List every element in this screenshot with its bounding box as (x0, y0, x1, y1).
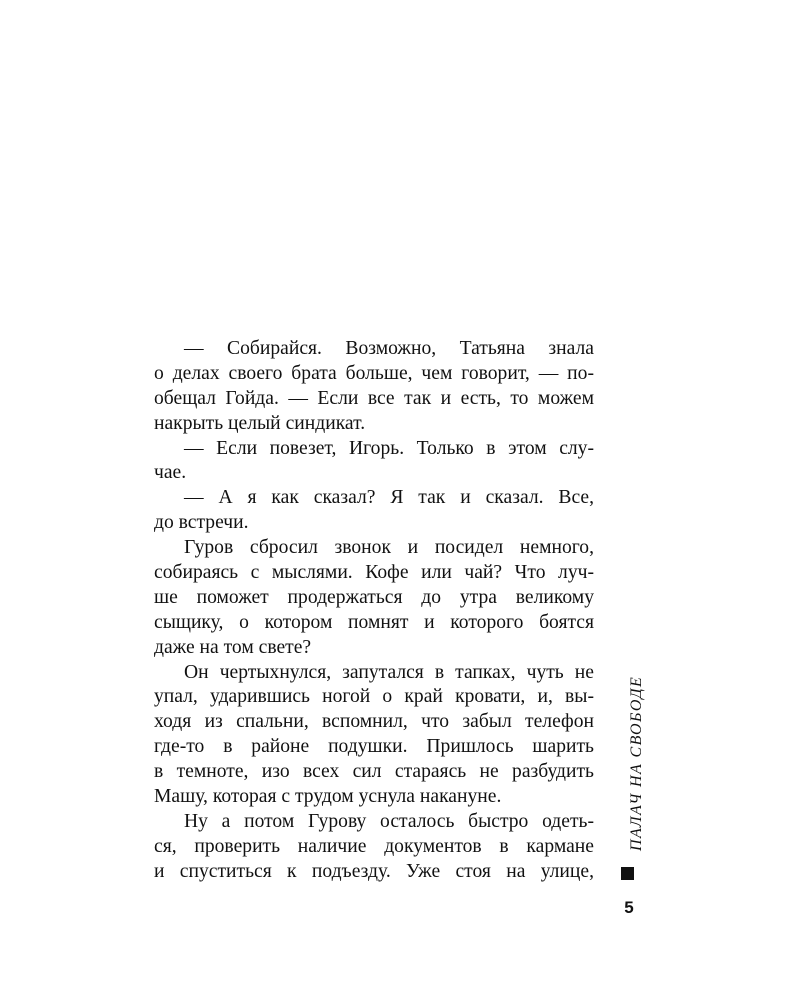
text-line: Ну а потом Гурову осталось быстро одеть- (184, 810, 594, 832)
text-line: о делах своего брата больше, чем говорит, — по- (154, 362, 594, 384)
text-line: чае. (154, 462, 187, 484)
text-line: Машу, которая с трудом уснула накануне. (154, 786, 502, 808)
text-line: — А я как сказал? Я так и сказал. Все, (184, 487, 594, 509)
square-marker (621, 867, 634, 880)
body-text (154, 337, 594, 885)
text-line: Он чертыхнулся, запутался в тапках, чуть не (184, 661, 594, 683)
text-line: даже на том свете? (154, 636, 312, 658)
text-line: накрыть целый синдикат. (154, 412, 366, 434)
text-line: — Собирайся. Возможно, Татьяна знала (184, 338, 594, 359)
text-line: ходя из спальни, вспомнил, что забыл телефон (154, 711, 594, 733)
text-line: до встречи. (154, 512, 249, 534)
text-line: и спуститься к подъезду. Уже стоя на улице, (154, 860, 594, 882)
text-line: в темноте, изо всех сил стараясь не разбудить (154, 761, 594, 783)
text-line: сыщику, о котором помнят и которого боятся (154, 611, 594, 633)
page-number: 5 (624, 898, 634, 917)
text-line: обещал Гойда. — Если все так и есть, то можем (154, 387, 594, 409)
text-line: — Если повезет, Игорь. Только в этом слу- (184, 437, 594, 459)
running-title: ПАЛАЧ НА СВОБОДЕ (628, 675, 645, 851)
text-line: упал, ударившись ногой о край кровати, и, вы- (154, 686, 594, 708)
text-line: собираясь с мыслями. Кофе или чай? Что луч- (154, 562, 594, 584)
text-line: ше поможет продержаться до утра великому (154, 586, 594, 608)
text-line: где-то в районе подушки. Пришлось шарить (154, 736, 594, 758)
text-line: ся, проверить наличие документов в кармане (154, 835, 594, 857)
text-line: Гуров сбросил звонок и посидел немного, (184, 537, 594, 559)
